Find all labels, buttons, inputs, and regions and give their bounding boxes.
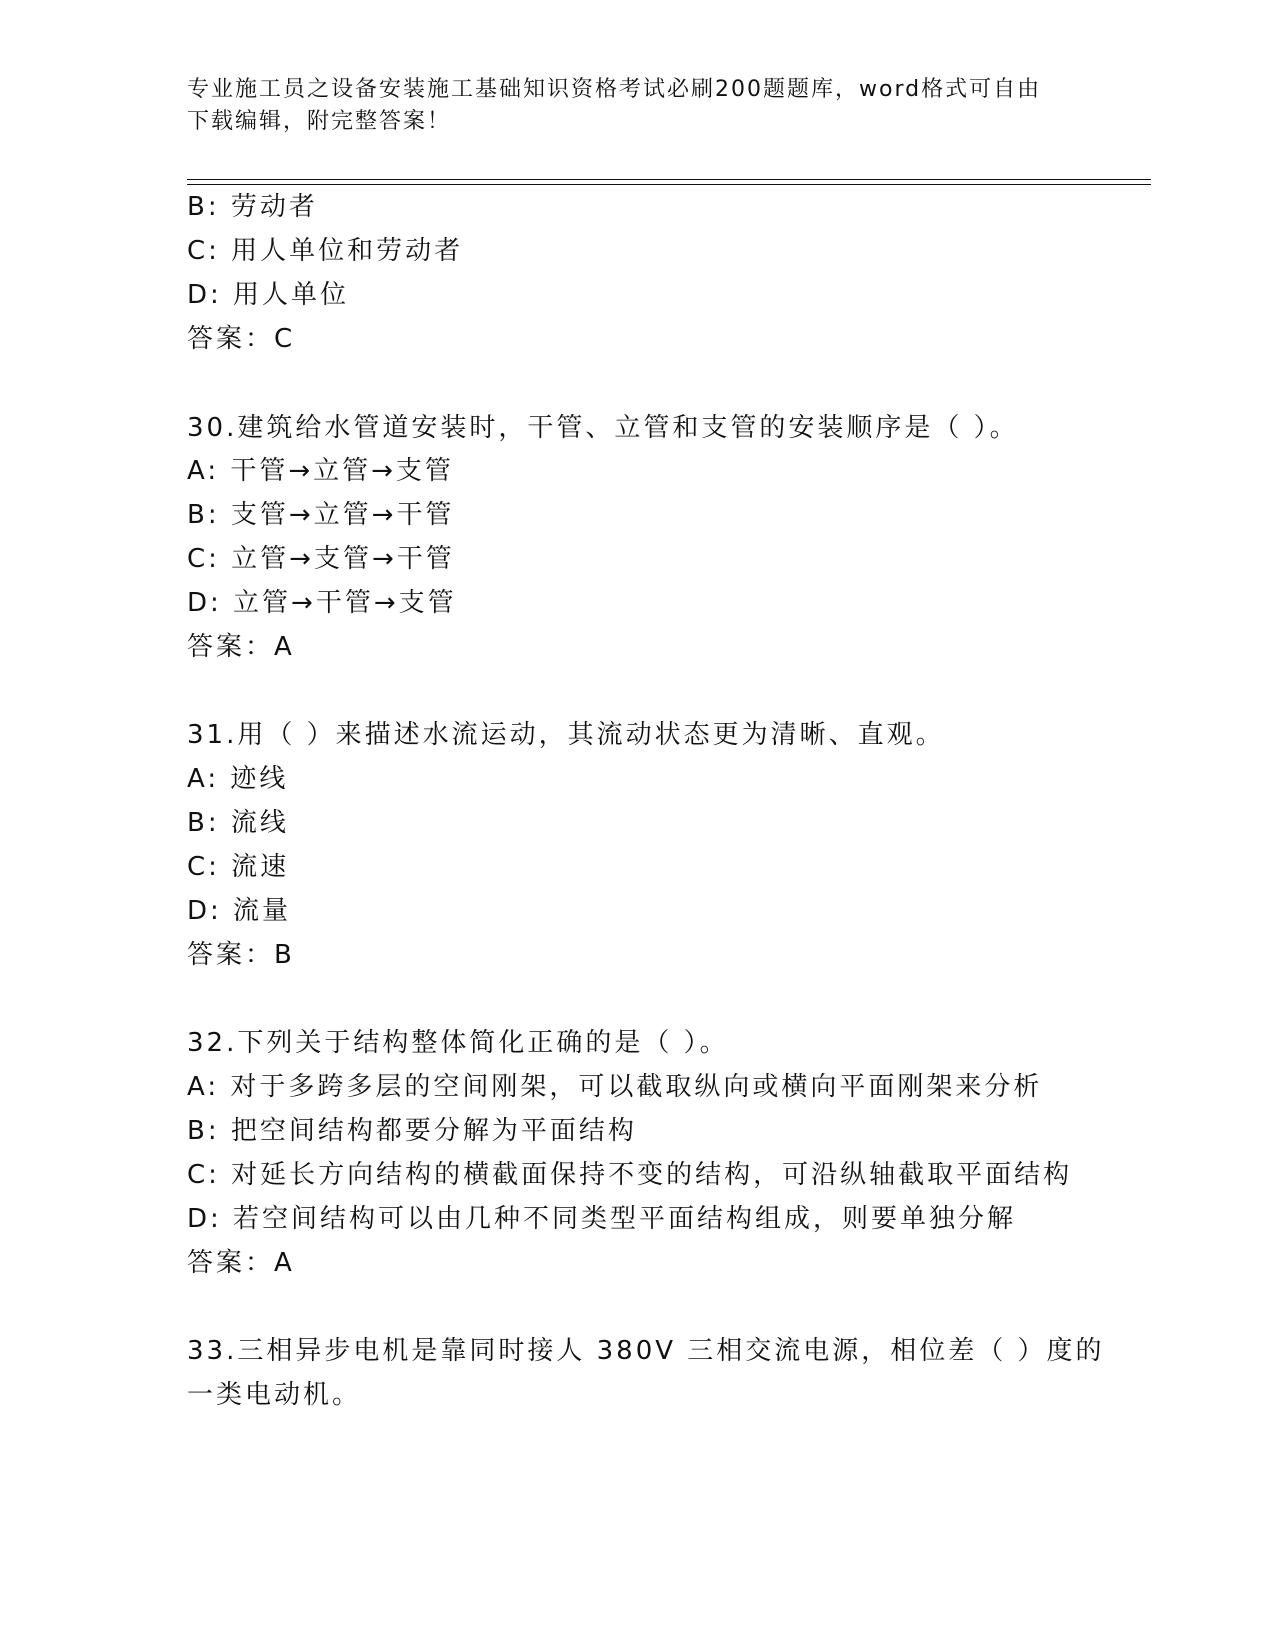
q31-stem: 31.用（ ）来描述水流运动，其流动状态更为清晰、直观。 — [187, 720, 945, 750]
q32-option-d: D: 若空间结构可以由几种不同类型平面结构组成，则要单独分解 — [187, 1204, 1017, 1234]
page-header — [187, 74, 1067, 138]
q31-answer: 答案：B — [187, 940, 295, 970]
q31-option-c: C: 流速 — [187, 852, 290, 882]
q33-stem-line-2: 一类电动机。 — [187, 1380, 362, 1410]
q31-option-b: B: 流线 — [187, 808, 289, 838]
q32-option-a: A: 对于多跨多层的空间刚架，可以截取纵向或横向平面刚架来分析 — [187, 1072, 1043, 1102]
q32-option-b: B: 把空间结构都要分解为平面结构 — [187, 1116, 637, 1146]
header-title-line-2: 下载编辑，附完整答案！ — [187, 109, 452, 134]
q30-stem: 30.建筑给水管道安装时，干管、立管和支管的安装顺序是（ ）。 — [187, 413, 1019, 443]
q31-option-d: D: 流量 — [187, 896, 292, 926]
q30-option-a: A: 干管→立管→支管 — [187, 456, 454, 486]
q30-option-c: C: 立管→支管→干管 — [187, 544, 455, 574]
header-title-line-1: 专业施工员之设备安装施工基础知识资格考试必刷200题题库，word格式可自由 — [187, 77, 1042, 102]
q29-option-b: B: 劳动者 — [187, 192, 318, 222]
q30-answer: 答案：A — [187, 632, 295, 662]
header-divider-top — [187, 179, 1151, 180]
q29-answer: 答案：C — [187, 324, 296, 354]
q31-option-a: A: 迹线 — [187, 764, 289, 794]
q30-option-d: D: 立管→干管→支管 — [187, 588, 457, 618]
q32-stem: 32.下列关于结构整体简化正确的是（ ）。 — [187, 1028, 729, 1058]
header-divider-bottom — [187, 184, 1151, 185]
q32-option-c: C: 对延长方向结构的横截面保持不变的结构，可沿纵轴截取平面结构 — [187, 1160, 1073, 1190]
q29-option-c: C: 用人单位和劳动者 — [187, 236, 464, 266]
q29-option-d: D: 用人单位 — [187, 280, 350, 310]
q32-answer: 答案：A — [187, 1248, 295, 1278]
q30-option-b: B: 支管→立管→干管 — [187, 500, 455, 530]
q33-stem-line-1: 33.三相异步电机是靠同时接人 380V 三相交流电源，相位差（ ）度的 — [187, 1336, 1105, 1366]
